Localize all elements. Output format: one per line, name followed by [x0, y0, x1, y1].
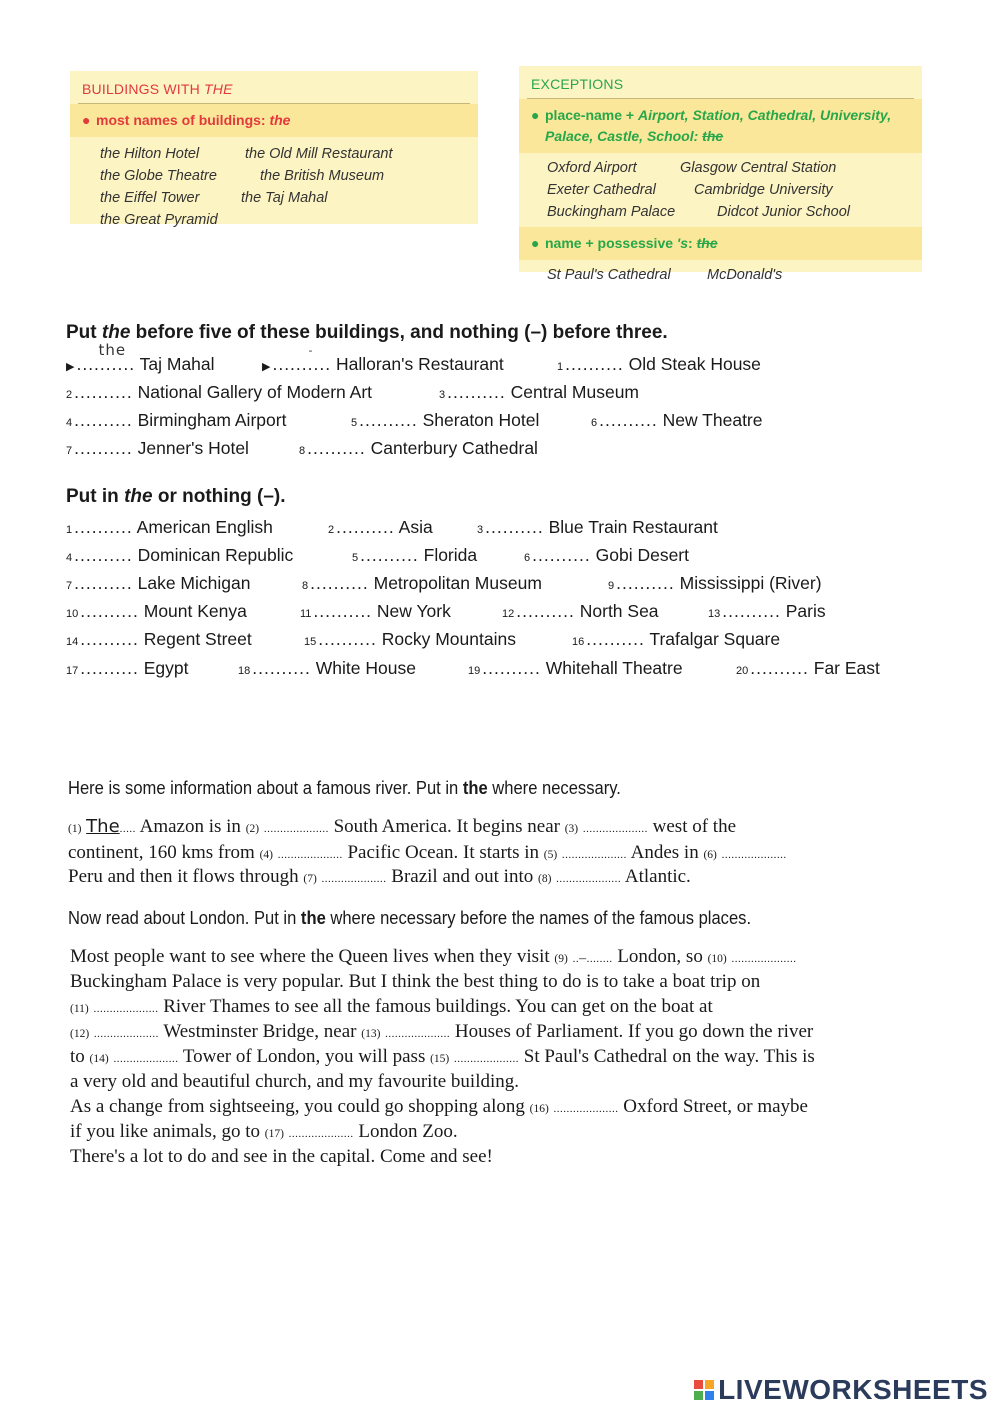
logo-square [705, 1391, 714, 1400]
answer-field[interactable]: .......... [336, 517, 395, 537]
exercise-1-row-1 [66, 341, 966, 378]
exercise-item: 6 .......... New Theatre [591, 410, 763, 430]
answer-field[interactable]: .................... [556, 873, 622, 885]
exercise-item: 18 .......... White House [238, 658, 416, 678]
exercise-item: 5 .......... Florida [352, 545, 478, 565]
answer-field[interactable]: .......... [74, 545, 133, 565]
answer-field[interactable]: .................... [277, 849, 343, 861]
answer-field[interactable]: .......... [485, 517, 544, 537]
answer-field[interactable]: .......... [310, 573, 369, 593]
answer-field[interactable]: .................... [93, 1003, 159, 1015]
answer-field[interactable]: .......... [74, 517, 133, 537]
answer-field[interactable]: .......... [722, 601, 781, 621]
answer-field[interactable]: .......... [318, 629, 377, 649]
answer-field[interactable]: .......... [616, 573, 675, 593]
exercise-item: 7 .......... Lake Michigan [66, 573, 251, 593]
answer-field[interactable]: .................... [288, 1128, 354, 1140]
answer-field[interactable]: .......... [252, 658, 311, 678]
exercise-item: 15 .......... Rocky Mountains [304, 629, 516, 649]
box-left-heading: BUILDINGS WITH THE [82, 81, 233, 97]
exercise-item: 9 .......... Mississippi (River) [608, 573, 822, 593]
answer-field[interactable]: .................... [721, 849, 787, 861]
answer-field[interactable]: .......... [307, 438, 366, 458]
exercise-2-row-5 [66, 629, 966, 653]
answer-field[interactable]: .......... [80, 658, 139, 678]
answer-field[interactable]: .................... [454, 1053, 520, 1065]
answer-field[interactable]: .......... [482, 658, 541, 678]
liveworksheets-logo [694, 1374, 988, 1406]
box-right-rule-1: ● place-name + Airport, Station, Cathedral, University, Palace, Castle, School: the [519, 99, 922, 153]
answer-field[interactable]: .................... [731, 953, 797, 965]
exercise-item: 4 .......... Dominican Republic [66, 545, 294, 565]
exercise-2-title: Put in the or nothing (–). [66, 486, 286, 507]
answer-field[interactable]: .......... [360, 545, 419, 565]
exercise-item: 4 .......... Birmingham Airport [66, 410, 287, 430]
exercise-item: 5 .......... Sheraton Hotel [351, 410, 540, 430]
example-item: ▶ .......... the Taj Mahal [66, 341, 215, 374]
exercise-item: 20 .......... Far East [736, 658, 880, 678]
example: Glasgow Central Station [680, 160, 837, 176]
logo-square [694, 1380, 703, 1389]
answer-field[interactable]: ..–........ [572, 951, 613, 966]
example: the Eiffel Tower [100, 190, 200, 206]
example: Exeter Cathedral [547, 182, 656, 198]
exercise-4-line-7: As a change from sightseeing, you could go shopping along (16) .................... Oxford Street, or maybe [70, 1096, 808, 1117]
exercise-3-line-2: continent, 160 kms from (4) .................... Pacific Ocean. It starts in (5) .................... Andes in (6) .................... [68, 842, 787, 863]
buildings-with-the-box [70, 71, 478, 228]
box-left-examples [70, 137, 478, 237]
logo-icon [694, 1380, 714, 1400]
exercise-4-line-8: if you like animals, go to (17) .................... London Zoo. [70, 1121, 458, 1142]
example-item: ▶ .......... - Halloran's Restaurant [262, 344, 504, 374]
exercise-item: 17 .......... Egypt [66, 658, 189, 678]
exercise-item: 8 .......... Canterbury Cathedral [299, 438, 538, 458]
exercise-item: 8 .......... Metropolitan Museum [302, 573, 542, 593]
exercise-item: 1 .......... American English [66, 517, 273, 537]
answer-field[interactable]: .................... [385, 1028, 451, 1040]
exercise-item: 3 .......... Central Museum [439, 382, 640, 402]
exercise-4-line-5: to (14) .................... Tower of London, you will pass (15) .................... St Paul's Cathedral on the way. This is [70, 1046, 815, 1067]
exercise-1-row-3 [66, 410, 966, 434]
example: St Paul's Cathedral [547, 267, 671, 283]
example: the Great Pyramid [100, 212, 218, 228]
answer-field[interactable]: .................... [113, 1053, 179, 1065]
answer-field[interactable]: .......... [447, 382, 506, 402]
exercise-2-row-3 [66, 573, 966, 597]
exercise-1-row-2 [66, 382, 966, 406]
box-right-heading: EXCEPTIONS [531, 76, 624, 92]
answer-field[interactable]: .......... [74, 438, 133, 458]
example: the British Museum [260, 168, 385, 184]
exercise-item: 16 .......... Trafalgar Square [572, 629, 781, 649]
answer-field[interactable]: .......... [74, 573, 133, 593]
exercise-item: 6 .......... Gobi Desert [524, 545, 689, 565]
bullet-icon: ● [531, 235, 540, 251]
box-left-rule: ● most names of buildings: the [70, 104, 478, 137]
answer-field[interactable]: .......... [74, 410, 133, 430]
answer-field[interactable]: .................... [263, 823, 329, 835]
box-right-examples-1 [519, 153, 922, 227]
exercise-item: 1 .......... Old Steak House [557, 354, 761, 374]
logo-square [694, 1391, 703, 1400]
box-right-examples-2 [519, 260, 922, 292]
exercise-item: 2 .......... Asia [328, 517, 433, 537]
exercise-item: 13 .......... Paris [708, 601, 826, 621]
exercise-3-title: Here is some information about a famous river. Put in the where necessary. [68, 778, 621, 798]
example: the Old Mill Restaurant [245, 146, 393, 162]
example: McDonald's [707, 267, 783, 283]
answer-field[interactable]: .......... [532, 545, 591, 565]
bullet-icon: ● [82, 112, 91, 128]
exercise-item: 7 .......... Jenner's Hotel [66, 438, 249, 458]
exercise-4-line-2: Buckingham Palace is very popular. But I think the best thing to do is to take a boat trip on [70, 971, 761, 992]
exercise-item: 12 .......... North Sea [502, 601, 659, 621]
answer-field[interactable]: .................... [561, 849, 627, 861]
answer-field[interactable]: .......... [516, 601, 575, 621]
answer-field[interactable]: .......... [313, 601, 373, 621]
answer-field[interactable]: the [98, 341, 127, 359]
exercise-1-row-4 [66, 438, 966, 462]
exercise-item: 3 .......... Blue Train Restaurant [477, 517, 718, 537]
answer-field[interactable]: .................... [321, 873, 387, 885]
box-right-rule-2: ● name + possessive 's: the [519, 227, 922, 260]
answer-field[interactable]: .......... [359, 410, 418, 430]
exercise-2-row-2 [66, 545, 966, 569]
answer-field[interactable]: - [308, 344, 314, 357]
exercise-4-line-9: There's a lot to do and see in the capital. Come and see! [70, 1146, 493, 1167]
example: the Taj Mahal [241, 190, 328, 206]
exercise-item: 14 .......... Regent Street [66, 629, 252, 649]
exercise-3-line-1: (1) The..... Amazon is in (2) .................... South America. It begins near (3) .................... west of the [68, 816, 737, 837]
exercise-item: 10 .......... Mount Kenya [66, 601, 247, 621]
exercise-1-title: Put the before five of these buildings, and nothing (–) before three. [66, 322, 668, 343]
exercise-2-row-6 [66, 658, 966, 682]
answer-field[interactable]: .................... [582, 823, 648, 835]
exercise-4-line-6: a very old and beautiful church, and my favourite building. [70, 1071, 520, 1092]
answer-field[interactable]: The [86, 816, 120, 837]
example: Buckingham Palace [547, 204, 676, 220]
exercise-4-title: Now read about London. Put in the where necessary before the names of the famous places. [68, 908, 752, 928]
example: Didcot Junior School [717, 204, 850, 220]
exercise-item: 2 .......... National Gallery of Modern Art [66, 382, 373, 402]
exercise-4-line-4: (12) .................... Westminster Bridge, near (13) .................... Houses of Parliament. If you go down the river [70, 1021, 814, 1042]
exercise-item: 11 .......... New York [300, 601, 451, 621]
exercise-4-line-3: (11) .................... River Thames to see all the famous buildings. You can get on the boat at [70, 996, 713, 1017]
answer-field[interactable]: .................... [93, 1028, 159, 1040]
answer-field[interactable]: .......... [599, 410, 658, 430]
exercise-2-row-1 [66, 517, 966, 541]
exercise-3-line-3: Peru and then it flows through (7) .................... Brazil and out into (8) .................... Atlantic. [68, 866, 691, 887]
answer-field[interactable]: .................... [553, 1103, 619, 1115]
play-icon: ▶ [66, 361, 75, 373]
exercise-4-line-1: Most people want to see where the Queen lives when they visit (9) ..–........ London, so (10) .................... [70, 946, 797, 967]
logo-square [705, 1380, 714, 1389]
example: the Hilton Hotel [100, 146, 200, 162]
answer-field[interactable]: .......... [80, 601, 139, 621]
answer-field[interactable]: .......... [74, 382, 133, 402]
example: Cambridge University [694, 182, 833, 198]
exercise-item: 19 .......... Whitehall Theatre [468, 658, 683, 678]
play-icon: ▶ [262, 361, 271, 373]
bullet-icon: ● [531, 107, 540, 123]
logo-text: LIVEWORKSHEETS [718, 1374, 988, 1405]
answer-field[interactable]: .......... [80, 629, 139, 649]
example: the Globe Theatre [100, 168, 217, 184]
answer-field[interactable]: .......... [565, 354, 624, 374]
answer-field[interactable]: .......... [586, 629, 645, 649]
exceptions-box [519, 66, 922, 283]
example: Oxford Airport [547, 160, 637, 176]
answer-field[interactable]: .......... [750, 658, 809, 678]
exercise-2-row-4 [66, 601, 966, 625]
